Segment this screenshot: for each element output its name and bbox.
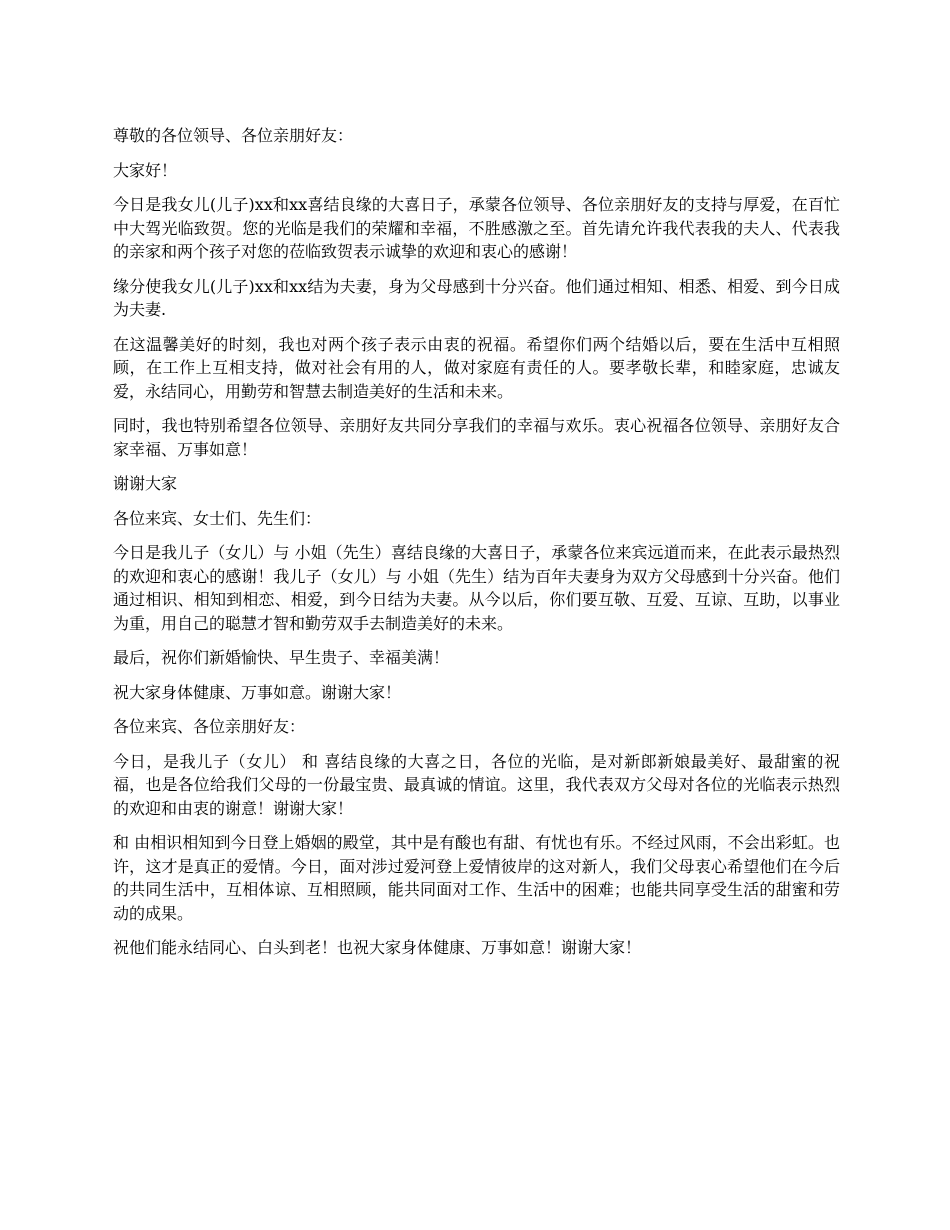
closing-thanks: 祝他们能永结同心、白头到老！也祝大家身体健康、万事如意！谢谢大家！ [113,938,642,957]
salutation: 各位来宾、各位亲朋好友： [113,717,306,736]
body-paragraph: 同时，我也特别希望各位领导、亲朋好友共同分享我们的幸福与欢乐。衷心祝福各位领导、亲朋好友合家幸福、万事如意！ [113,416,840,459]
salutation: 各位来宾、女士们、先生们： [113,508,322,528]
body-paragraph: 今日是我儿子（女儿）与 小姐（先生）喜结良缘的大喜日子，承蒙各位来宾远道而来，在此表示最热烈的欢迎和衷心的感谢！我儿子（女儿）与 小姐（先生）结为百年夫妻身为双方父母感到十分兴奋。他们通过相识、相知到相恋、相爱，到今日结为夫妻。从今以后，你们要互敬、互爱、互谅、互助，以事业为重，用自己的聪慧才智和勤劳双手去制造美好的未来。 [113,543,840,633]
body-paragraph: 最后，祝你们新婚愉快、早生贵子、幸福美满！ [113,648,450,667]
body-paragraph: 在这温馨美好的时刻，我也对两个孩子表示由衷的祝福。希望你们两个结婚以后，要在生活中互相照顾，在工作上互相支持，做对社会有用的人，做对家庭有责任的人。要孝敬长辈，和睦家庭，忠诚友爱，永结同心，用勤劳和智慧去制造美好的生活和未来。 [113,334,840,401]
salutation: 尊敬的各位领导、各位亲朋好友： [113,126,354,145]
body-paragraph: 缘分使我女儿(儿子)xx和xx结为夫妻，身为父母感到十分兴奋。他们通过相知、相悉、相爱、到今日成为夫妻. [113,276,840,319]
document-body [113,124,840,971]
body-paragraph: 今日，是我儿子（女儿） 和 喜结良缘的大喜之日，各位的光临，是对新郎新娘最美好、最甜蜜的祝福，也是各位给我们父母的一份最宝贵、最真诚的情谊。这里，我代表双方父母对各位的光临表示热烈的欢迎和由衷的谢意！谢谢大家！ [113,751,840,818]
closing-thanks: 谢谢大家 [113,474,178,493]
greeting: 大家好！ [113,160,178,180]
body-paragraph: 今日是我女儿(儿子)xx和xx喜结良缘的大喜日子，承蒙各位领导、各位亲朋好友的支持与厚爱，在百忙中大驾光临致贺。您的光临是我们的荣耀和幸福，不胜感激之至。首先请允许我代表我的夫人、代表我的亲家和两个孩子对您的莅临致贺表示诚挚的欢迎和衷心的感谢！ [113,195,840,261]
body-paragraph: 和 由相识相知到今日登上婚姻的殿堂，其中是有酸也有甜、有忧也有乐。不经过风雨，不会出彩虹。也许，这才是真正的爱情。今日，面对涉过爱河登上爱情彼岸的这对新人，我们父母衷心希望他们在今后的共同生活中，互相体谅、互相照顾，能共同面对工作、生活中的困难；也能共同享受生活的甜蜜和劳动的成果。 [113,833,840,923]
closing-thanks: 祝大家身体健康、万事如意。谢谢大家！ [113,682,402,702]
